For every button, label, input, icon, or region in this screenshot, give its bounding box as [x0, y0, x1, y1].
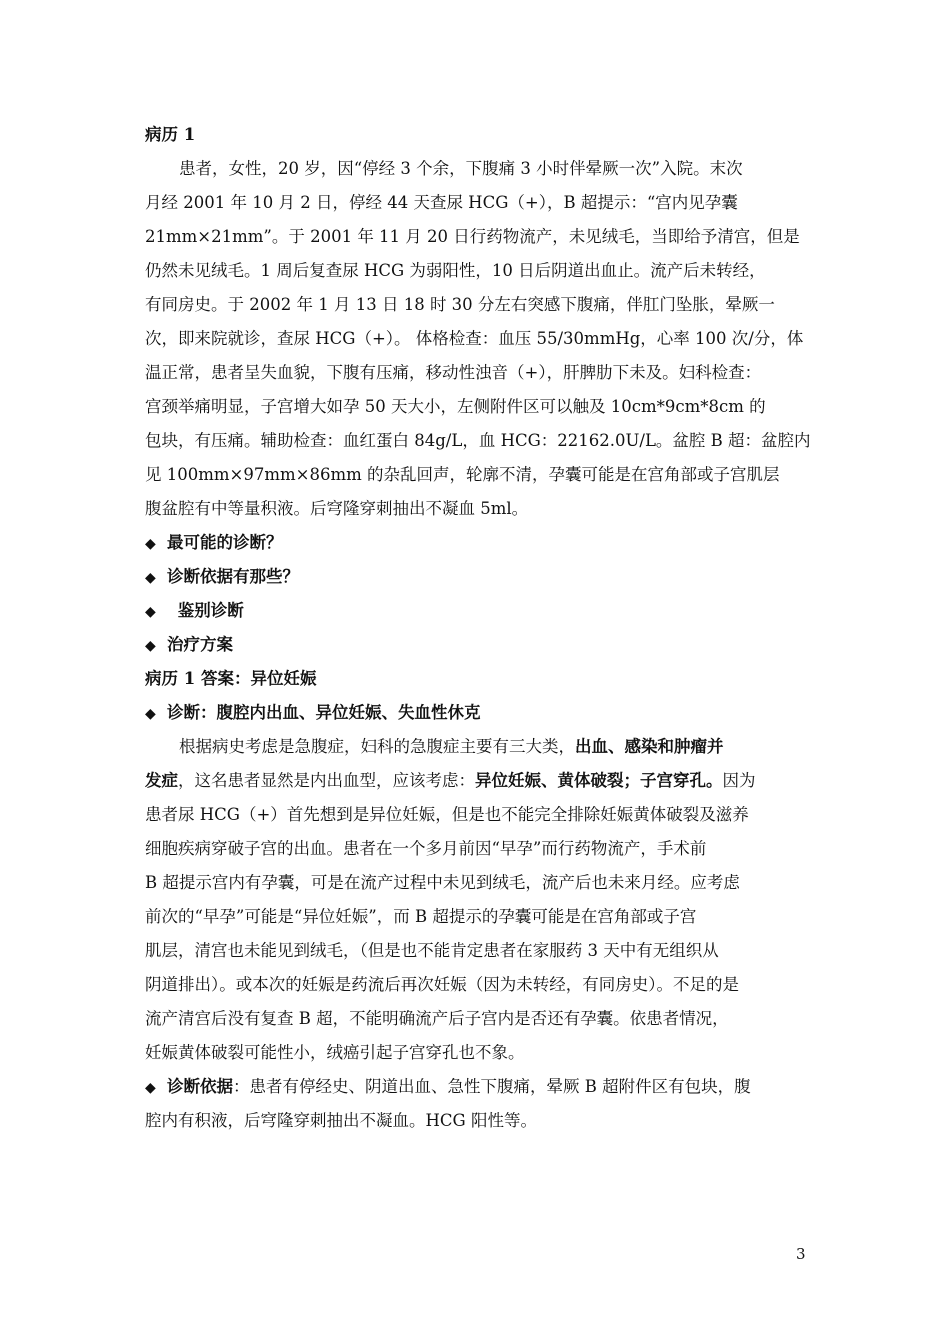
answer-text-line: 前次的“早孕”可能是“异位妊娠”，而 B 超提示的孕囊可能是在宫角部或子宫 [145, 907, 697, 926]
case-text-line: 有同房史。于 2002 年 1 月 13 日 18 时 30 分左右突感下腹痛，伴肛门坠胀，晕厥一 [145, 295, 775, 314]
question-item [145, 628, 815, 662]
answer-text: ，这名患者显然是内出血型，应该考虑： [178, 771, 475, 790]
answer-text-line: 肌层，清宫也未能见到绒毛，（但是也不能肯定患者在家服药 3 天中有无组织从 [145, 941, 719, 960]
case-text-line: 温正常，患者呈失血貌，下腹有压痛，移动性浊音（+），肝脾肋下未及。妇科检查： [145, 363, 762, 382]
diamond-bullet-icon: ◆ [145, 536, 156, 552]
basis-text: ：患者有停经史、阴道出血、急性下腹痛，晕厥 B 超附件区有包块，腹 [233, 1077, 751, 1096]
question-text: 诊断依据有那些？ [167, 567, 299, 586]
diamond-bullet-icon: ◆ [145, 570, 156, 586]
diagnosis-item [145, 696, 815, 730]
answer-bold-text: 出血、感染和肿瘤并 [575, 737, 724, 756]
case-text-line: 腹盆腔有中等量积液。后穹隆穿刺抽出不凝血 5ml。 [145, 499, 529, 518]
answer-text: 因为 [722, 771, 756, 790]
basis-item [145, 1070, 815, 1104]
question-item [145, 526, 815, 560]
answer-text-line: 妊娠黄体破裂可能性小，绒癌引起子宫穿孔也不象。 [145, 1043, 525, 1062]
diagnosis-text: 诊断：腹腔内出血、异位妊娠、失血性休克 [167, 703, 481, 722]
basis-text-line: 腔内有积液，后穹隆穿刺抽出不凝血。HCG 阳性等。 [145, 1111, 537, 1130]
diamond-bullet-icon: ◆ [145, 604, 156, 620]
page-number: 3 [796, 1245, 806, 1263]
case-text-line: 宫颈举痛明显，子宫增大如孕 50 天大小，左侧附件区可以触及 10cm*9cm*8cm 的 [145, 397, 766, 416]
answer-text-line: 阴道排出）。或本次的妊娠是药流后再次妊娠（因为未转经，有同房史）。不足的是 [145, 975, 739, 994]
answer-text-line [145, 764, 815, 798]
answer-text-line: 细胞疾病穿破子宫的出血。患者在一个多月前因“早孕”而行药物流产，手术前 [145, 839, 707, 858]
answer-text: 根据病史考虑是急腹症，妇科的急腹症主要有三大类， [179, 737, 575, 756]
case-text-line: 患者，女性，20 岁，因“停经 3 个余，下腹痛 3 小时伴晕厥一次”入院。末次 [179, 159, 743, 178]
answer-text-line: 患者尿 HCG（+）首先想到是异位妊娠，但是也不能完全排除妊娠黄体破裂及滋养 [145, 805, 749, 824]
question-item [145, 560, 815, 594]
document-body [145, 118, 815, 1138]
answer-title: 病历 1 答案：异位妊娠 [145, 669, 317, 688]
question-text: 鉴别诊断 [172, 601, 244, 620]
diamond-bullet-icon: ◆ [145, 706, 156, 722]
basis-label: 诊断依据 [167, 1077, 233, 1096]
case-text-line: 仍然未见绒毛。1 周后复查尿 HCG 为弱阳性，10 日后阴道出血止。流产后未转经， [145, 261, 766, 280]
case-text-line: 见 100mm×97mm×86mm 的杂乱回声，轮廓不清，孕囊可能是在宫角部或子宫肌层 [145, 465, 780, 484]
answer-bold-text: 异位妊娠、黄体破裂；子宫穿孔。 [475, 771, 723, 790]
answer-text-line [145, 730, 815, 764]
question-item [145, 594, 815, 628]
case-text-line: 月经 2001 年 10 月 2 日，停经 44 天查尿 HCG（+），B 超提示：“宫内见孕囊 [145, 193, 738, 212]
diamond-bullet-icon: ◆ [145, 638, 156, 654]
case-text-line: 次，即来院就诊，查尿 HCG（+）。 体格检查：血压 55/30mmHg，心率 100 次/分，体 [145, 329, 804, 348]
question-text: 治疗方案 [167, 635, 233, 654]
case-text-line: 包块，有压痛。辅助检查：血红蛋白 84g/L，血 HCG：22162.0U/L。盆腔 B 超：盆腔内 [145, 431, 811, 450]
answer-text-line: B 超提示宫内有孕囊，可是在流产过程中未见到绒毛，流产后也未来月经。应考虑 [145, 873, 740, 892]
question-text: 最可能的诊断？ [167, 533, 283, 552]
answer-text-line: 流产清宫后没有复查 B 超，不能明确流产后子宫内是否还有孕囊。依患者情况， [145, 1009, 729, 1028]
case-title: 病历 1 [145, 125, 196, 144]
case-text-line: 21mm×21mm”。于 2001 年 11 月 20 日行药物流产，未见绒毛，当即给予清宫，但是 [145, 227, 800, 246]
diamond-bullet-icon: ◆ [145, 1080, 156, 1096]
answer-bold-text: 发症 [145, 771, 178, 790]
